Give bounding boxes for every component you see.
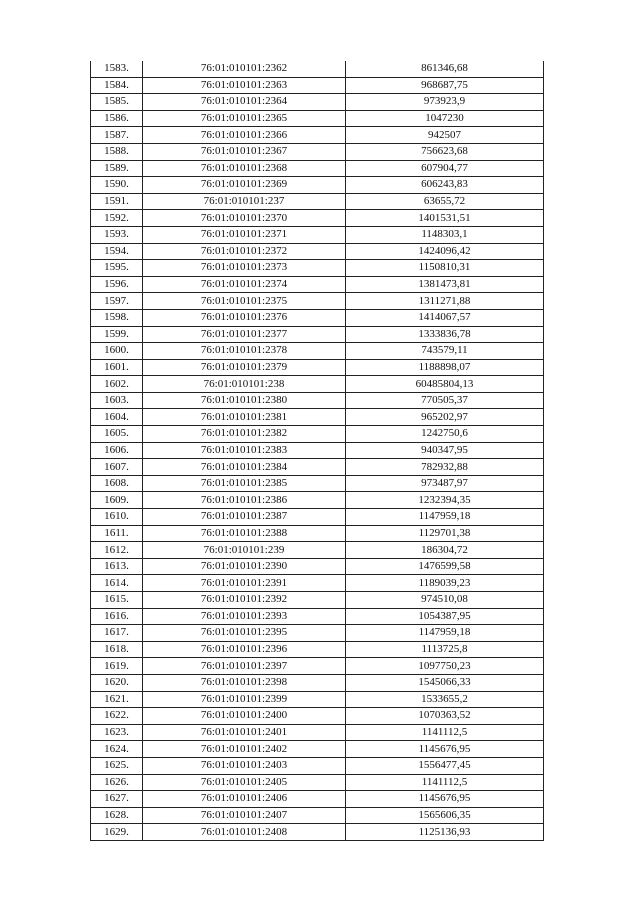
row-number-cell: 1611.: [91, 525, 143, 542]
row-number-cell: 1614.: [91, 575, 143, 592]
value-cell: 973487,97: [346, 475, 544, 492]
table-row: [91, 343, 544, 360]
value-cell: 756623,68: [346, 143, 544, 160]
cadastral-number-cell: 76:01:010101:2391: [143, 575, 346, 592]
value-cell: 1424096,42: [346, 243, 544, 260]
table-row: [91, 177, 544, 194]
cadastral-number-cell: 76:01:010101:2372: [143, 243, 346, 260]
value-cell: 1141112,5: [346, 774, 544, 791]
row-number-cell: 1583.: [91, 61, 143, 77]
table-row: [91, 293, 544, 310]
value-cell: 1545066,33: [346, 674, 544, 691]
row-number-cell: 1609.: [91, 492, 143, 509]
table-row: [91, 575, 544, 592]
table-row: [91, 459, 544, 476]
value-cell: 968687,75: [346, 77, 544, 94]
row-number-cell: 1625.: [91, 757, 143, 774]
value-cell: 1047230: [346, 110, 544, 127]
cadastral-number-cell: 76:01:010101:2393: [143, 608, 346, 625]
cadastral-number-cell: 76:01:010101:2400: [143, 708, 346, 725]
table-row: [91, 260, 544, 277]
cadastral-number-cell: 76:01:010101:2363: [143, 77, 346, 94]
table-row: [91, 326, 544, 343]
table-row: [91, 774, 544, 791]
table-row: [91, 824, 544, 841]
table-row: [91, 708, 544, 725]
row-number-cell: 1600.: [91, 343, 143, 360]
value-cell: 1556477,45: [346, 757, 544, 774]
value-cell: 60485804,13: [346, 376, 544, 393]
row-number-cell: 1604.: [91, 409, 143, 426]
cadastral-number-cell: 76:01:010101:239: [143, 542, 346, 559]
value-cell: 1189039,23: [346, 575, 544, 592]
row-number-cell: 1610.: [91, 509, 143, 526]
value-cell: 1129701,38: [346, 525, 544, 542]
cadastral-number-cell: 76:01:010101:2370: [143, 210, 346, 227]
cadastral-number-cell: 76:01:010101:2371: [143, 226, 346, 243]
value-cell: 606243,83: [346, 177, 544, 194]
table-row: [91, 625, 544, 642]
cadastral-number-cell: 76:01:010101:2364: [143, 94, 346, 111]
table-row: [91, 276, 544, 293]
row-number-cell: 1590.: [91, 177, 143, 194]
value-cell: 1311271,88: [346, 293, 544, 310]
table-row: [91, 61, 544, 77]
cadastral-number-cell: 76:01:010101:2376: [143, 309, 346, 326]
cadastral-number-cell: 76:01:010101:2377: [143, 326, 346, 343]
cadastral-number-cell: 76:01:010101:2362: [143, 61, 346, 77]
value-cell: 1070363,52: [346, 708, 544, 725]
cadastral-number-cell: 76:01:010101:238: [143, 376, 346, 393]
table-row: [91, 127, 544, 144]
cadastral-value-table: [90, 61, 544, 841]
value-cell: 1141112,5: [346, 724, 544, 741]
value-cell: 942507: [346, 127, 544, 144]
cadastral-number-cell: 76:01:010101:2395: [143, 625, 346, 642]
value-cell: 1125136,93: [346, 824, 544, 841]
cadastral-number-cell: 76:01:010101:2396: [143, 641, 346, 658]
value-cell: 782932,88: [346, 459, 544, 476]
value-cell: 607904,77: [346, 160, 544, 177]
table-row: [91, 724, 544, 741]
value-cell: 1097750,23: [346, 658, 544, 675]
value-cell: 1148303,1: [346, 226, 544, 243]
cadastral-number-cell: 76:01:010101:2403: [143, 757, 346, 774]
table-row: [91, 110, 544, 127]
row-number-cell: 1586.: [91, 110, 143, 127]
value-cell: 1188898,07: [346, 359, 544, 376]
row-number-cell: 1599.: [91, 326, 143, 343]
row-number-cell: 1589.: [91, 160, 143, 177]
row-number-cell: 1613.: [91, 558, 143, 575]
table-row: [91, 77, 544, 94]
value-cell: 1145676,95: [346, 791, 544, 808]
table-row: [91, 791, 544, 808]
cadastral-number-cell: 76:01:010101:2402: [143, 741, 346, 758]
row-number-cell: 1627.: [91, 791, 143, 808]
value-cell: 965202,97: [346, 409, 544, 426]
row-number-cell: 1605.: [91, 426, 143, 443]
row-number-cell: 1593.: [91, 226, 143, 243]
table-row: [91, 376, 544, 393]
row-number-cell: 1618.: [91, 641, 143, 658]
row-number-cell: 1584.: [91, 77, 143, 94]
cadastral-number-cell: 76:01:010101:2380: [143, 392, 346, 409]
cadastral-number-cell: 76:01:010101:2373: [143, 260, 346, 277]
table-row: [91, 592, 544, 609]
row-number-cell: 1626.: [91, 774, 143, 791]
value-cell: 1401531,51: [346, 210, 544, 227]
table-row: [91, 691, 544, 708]
value-cell: 1333836,78: [346, 326, 544, 343]
table-row: [91, 608, 544, 625]
value-cell: 1147959,18: [346, 509, 544, 526]
value-cell: 63655,72: [346, 193, 544, 210]
row-number-cell: 1619.: [91, 658, 143, 675]
value-cell: 1414067,57: [346, 309, 544, 326]
row-number-cell: 1585.: [91, 94, 143, 111]
cadastral-number-cell: 76:01:010101:2368: [143, 160, 346, 177]
row-number-cell: 1607.: [91, 459, 143, 476]
cadastral-number-cell: 76:01:010101:2383: [143, 442, 346, 459]
cadastral-number-cell: 76:01:010101:2407: [143, 807, 346, 824]
table-row: [91, 426, 544, 443]
row-number-cell: 1620.: [91, 674, 143, 691]
row-number-cell: 1594.: [91, 243, 143, 260]
value-cell: 1147959,18: [346, 625, 544, 642]
cadastral-number-cell: 76:01:010101:2392: [143, 592, 346, 609]
cadastral-number-cell: 76:01:010101:2390: [143, 558, 346, 575]
cadastral-number-cell: 76:01:010101:2408: [143, 824, 346, 841]
row-number-cell: 1623.: [91, 724, 143, 741]
row-number-cell: 1595.: [91, 260, 143, 277]
row-number-cell: 1628.: [91, 807, 143, 824]
table-row: [91, 243, 544, 260]
row-number-cell: 1629.: [91, 824, 143, 841]
row-number-cell: 1624.: [91, 741, 143, 758]
value-cell: 974510,08: [346, 592, 544, 609]
cadastral-number-cell: 76:01:010101:2406: [143, 791, 346, 808]
value-cell: 1533655,2: [346, 691, 544, 708]
value-cell: 1113725,8: [346, 641, 544, 658]
table-row: [91, 210, 544, 227]
cadastral-number-cell: 76:01:010101:2365: [143, 110, 346, 127]
row-number-cell: 1621.: [91, 691, 143, 708]
row-number-cell: 1603.: [91, 392, 143, 409]
cadastral-number-cell: 76:01:010101:2382: [143, 426, 346, 443]
table-row: [91, 542, 544, 559]
row-number-cell: 1598.: [91, 309, 143, 326]
cadastral-number-cell: 76:01:010101:2378: [143, 343, 346, 360]
cadastral-number-cell: 76:01:010101:2369: [143, 177, 346, 194]
table-row: [91, 442, 544, 459]
value-cell: 743579,11: [346, 343, 544, 360]
cadastral-number-cell: 76:01:010101:2374: [143, 276, 346, 293]
table-row: [91, 509, 544, 526]
table-row: [91, 741, 544, 758]
row-number-cell: 1617.: [91, 625, 143, 642]
cadastral-number-cell: 76:01:010101:2379: [143, 359, 346, 376]
cadastral-number-cell: 76:01:010101:2367: [143, 143, 346, 160]
value-cell: 770505,37: [346, 392, 544, 409]
row-number-cell: 1587.: [91, 127, 143, 144]
cadastral-number-cell: 76:01:010101:2401: [143, 724, 346, 741]
row-number-cell: 1601.: [91, 359, 143, 376]
table-row: [91, 641, 544, 658]
value-cell: 973923,9: [346, 94, 544, 111]
table-row: [91, 94, 544, 111]
table-row: [91, 193, 544, 210]
cadastral-number-cell: 76:01:010101:2381: [143, 409, 346, 426]
row-number-cell: 1608.: [91, 475, 143, 492]
row-number-cell: 1616.: [91, 608, 143, 625]
value-cell: 1054387,95: [346, 608, 544, 625]
value-cell: 861346,68: [346, 61, 544, 77]
value-cell: 1381473,81: [346, 276, 544, 293]
value-cell: 1565606,35: [346, 807, 544, 824]
cadastral-number-cell: 76:01:010101:2405: [143, 774, 346, 791]
cadastral-number-cell: 76:01:010101:2375: [143, 293, 346, 310]
cadastral-number-cell: 76:01:010101:2388: [143, 525, 346, 542]
cadastral-number-cell: 76:01:010101:2398: [143, 674, 346, 691]
row-number-cell: 1592.: [91, 210, 143, 227]
table-row: [91, 475, 544, 492]
table-row: [91, 807, 544, 824]
value-cell: 1242750,6: [346, 426, 544, 443]
row-number-cell: 1602.: [91, 376, 143, 393]
row-number-cell: 1596.: [91, 276, 143, 293]
cadastral-number-cell: 76:01:010101:2397: [143, 658, 346, 675]
value-cell: 940347,95: [346, 442, 544, 459]
row-number-cell: 1622.: [91, 708, 143, 725]
table-row: [91, 757, 544, 774]
row-number-cell: 1597.: [91, 293, 143, 310]
cadastral-number-cell: 76:01:010101:2384: [143, 459, 346, 476]
table-row: [91, 392, 544, 409]
value-cell: 1232394,35: [346, 492, 544, 509]
cadastral-number-cell: 76:01:010101:2385: [143, 475, 346, 492]
table-row: [91, 160, 544, 177]
cadastral-number-cell: 76:01:010101:2387: [143, 509, 346, 526]
cadastral-number-cell: 76:01:010101:2366: [143, 127, 346, 144]
cadastral-number-cell: 76:01:010101:237: [143, 193, 346, 210]
row-number-cell: 1612.: [91, 542, 143, 559]
table-row: [91, 674, 544, 691]
table-row: [91, 525, 544, 542]
table-row: [91, 359, 544, 376]
value-cell: 1145676,95: [346, 741, 544, 758]
table-body: [91, 61, 544, 840]
table-row: [91, 409, 544, 426]
cadastral-number-cell: 76:01:010101:2386: [143, 492, 346, 509]
cadastral-number-cell: 76:01:010101:2399: [143, 691, 346, 708]
row-number-cell: 1606.: [91, 442, 143, 459]
table-row: [91, 309, 544, 326]
table-row: [91, 226, 544, 243]
table-row: [91, 143, 544, 160]
table-row: [91, 658, 544, 675]
row-number-cell: 1591.: [91, 193, 143, 210]
table-row: [91, 492, 544, 509]
value-cell: 1150810,31: [346, 260, 544, 277]
row-number-cell: 1588.: [91, 143, 143, 160]
value-cell: 1476599,58: [346, 558, 544, 575]
value-cell: 186304,72: [346, 542, 544, 559]
row-number-cell: 1615.: [91, 592, 143, 609]
table-row: [91, 558, 544, 575]
